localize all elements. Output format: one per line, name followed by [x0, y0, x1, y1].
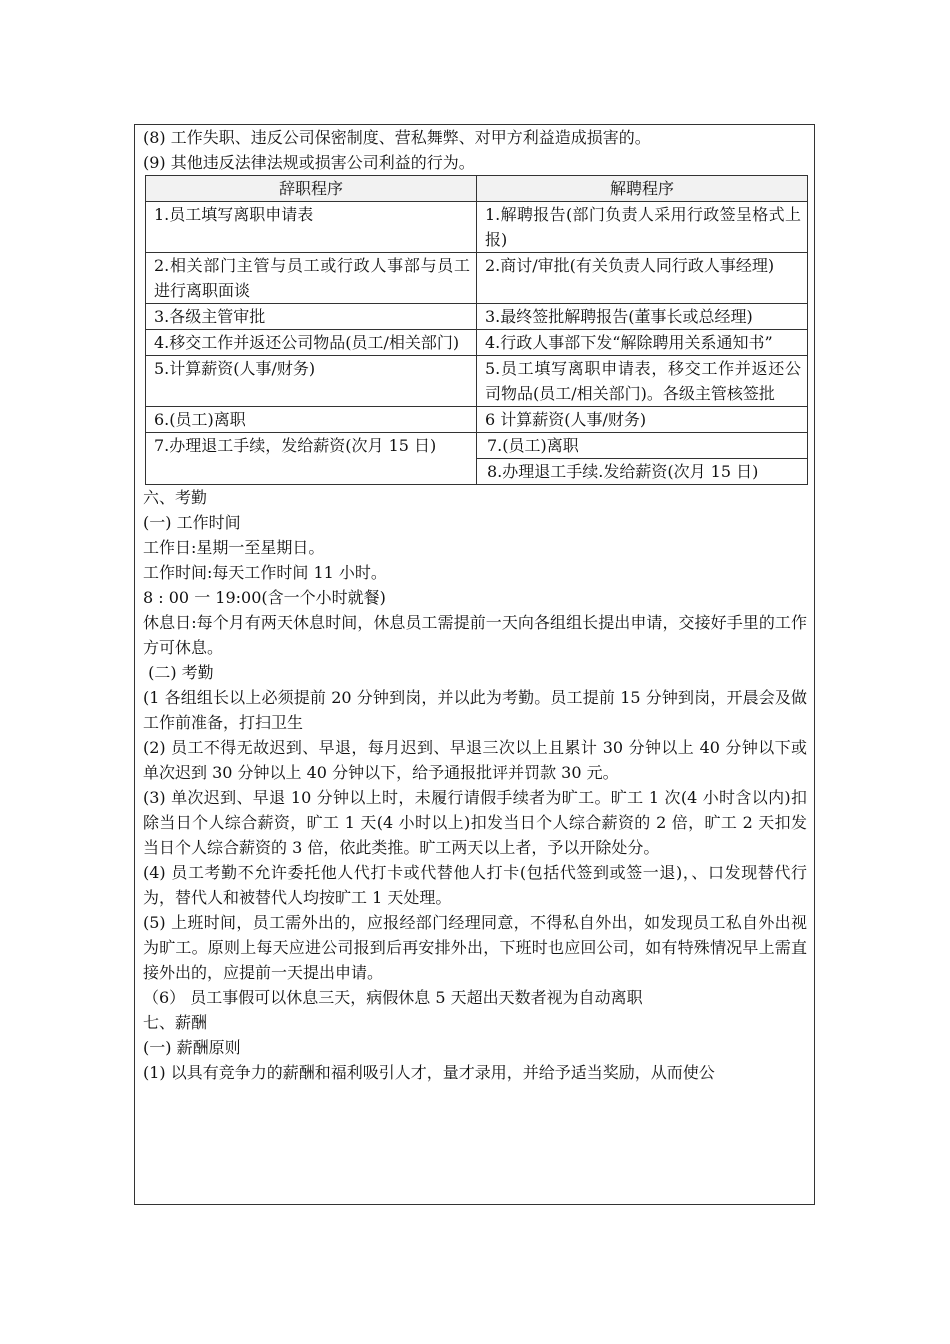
- attendance-rule-5: (5) 上班时间，员工需外出的，应报经部门经理同意，不得私自外出，如发现员工私自外出视为旷工。原则上每天应进公司报到后再安排外出，下班时也应回公司，如有特殊情况早上需直接外出的，应提前一天提出申请。: [143, 913, 807, 982]
- document-page: [134, 124, 815, 1205]
- table-row: [146, 330, 808, 356]
- section-6-title: 六、考勤: [143, 488, 208, 507]
- resignation-step-7: 7.办理退工手续，发给薪资(次月 15 日): [146, 433, 477, 485]
- intro-line-9: (9) 其他违反法律法规或损害公司利益的行为。: [143, 153, 475, 172]
- schedule-text: 8 : 00 一 19:00(含一个小时就餐): [143, 588, 386, 607]
- table-row: [146, 433, 808, 485]
- resignation-step-6: 6.(员工)离职: [146, 407, 477, 433]
- attendance-rule-4: (4) 员工考勤不允许委托他人代打卡或代替他人打卡(包括代签到或签一退)，、口发现替代行为，替代人和被替代人均按旷工 1 天处理。: [143, 863, 807, 907]
- document-content: [143, 125, 807, 1085]
- rest-day-paragraph: 休息日:每个月有两天休息时间，休息员工需提前一天向各组组长提出申请，交接好手里的工作方可休息。: [143, 613, 807, 657]
- workdays-text: 工作日:星期一至星期日。: [143, 538, 325, 557]
- attendance-rule-6: （6） 员工事假可以休息三天，病假休息 5 天超出天数者视为自动离职: [143, 988, 643, 1007]
- table-row: [146, 253, 808, 304]
- dismissal-step-7: 7.(员工)离职: [487, 436, 579, 455]
- table-row: [146, 356, 808, 407]
- section-6-1-title: (一) 工作时间: [143, 513, 241, 532]
- dismissal-step-4: 4.行政人事部下发“解除聘用关系通知书”: [477, 330, 808, 356]
- dismissal-steps-7-8: [477, 433, 808, 485]
- header-resignation: 辞职程序: [146, 176, 477, 202]
- header-dismissal: 解聘程序: [477, 176, 808, 202]
- dismissal-step-5: 5.员工填写离职申请表，移交工作并返还公司物品(员工/相关部门)。各级主管核签批: [477, 356, 808, 407]
- table-header-row: [146, 176, 808, 202]
- section-6-2-title: (二) 考勤: [143, 663, 214, 682]
- resignation-dismissal-table: [145, 175, 808, 485]
- intro-line-8: (8) 工作失职、违反公司保密制度、营私舞弊、对甲方利益造成损害的。: [143, 128, 651, 147]
- dismissal-step-3: 3.最终签批解聘报告(董事长或总经理): [477, 304, 808, 330]
- workhours-text: 工作时间:每天工作时间 11 小时。: [143, 563, 387, 582]
- resignation-step-5: 5.计算薪资(人事/财务): [146, 356, 477, 407]
- dismissal-step-8: 8.办理退工手续.发给薪资(次月 15 日): [477, 458, 807, 484]
- section-7-title: 七、薪酬: [143, 1013, 208, 1032]
- section-7-1-title: (一) 薪酬原则: [143, 1038, 241, 1057]
- dismissal-step-1: 1.解聘报告(部门负责人采用行政签呈格式上报): [477, 202, 808, 253]
- resignation-step-1: 1.员工填写离职申请表: [146, 202, 477, 253]
- table-row: [146, 304, 808, 330]
- attendance-rule-3: (3) 单次迟到、早退 10 分钟以上时，未履行请假手续者为旷工。旷工 1 次(4 小时含以内)扣除当日个人综合薪资，旷工 1 天(4 小时以上)扣发当日个人综合薪资的 2 倍，旷工 2 天扣发当日个人综合薪资的 3 倍，依此类推。旷工两天以上者，予以开除处分。: [143, 788, 807, 857]
- attendance-rule-1: (1 各组组长以上必须提前 20 分钟到岗，并以此为考勤。员工提前 15 分钟到岗，开晨会及做工作前准备，打扫卫生: [143, 688, 807, 732]
- resignation-step-2: 2.相关部门主管与员工或行政人事部与员工进行离职面谈: [146, 253, 477, 304]
- table-row: [146, 407, 808, 433]
- salary-principle-1: (1) 以具有竞争力的薪酬和福利吸引人才，量才录用，并给予适当奖励，从而使公: [143, 1063, 715, 1082]
- dismissal-step-2: 2.商讨/审批(有关负责人同行政人事经理): [477, 253, 808, 304]
- dismissal-step-6: 6 计算薪资(人事/财务): [477, 407, 808, 433]
- resignation-step-4: 4.移交工作并返还公司物品(员工/相关部门): [146, 330, 477, 356]
- resignation-step-3: 3.各级主管审批: [146, 304, 477, 330]
- attendance-rule-2: (2) 员工不得无故迟到、早退，每月迟到、早退三次以上且累计 30 分钟以上 40 分钟以下或单次迟到 30 分钟以上 40 分钟以下，给予通报批评并罚款 30 元。: [143, 738, 807, 782]
- table-row: [146, 202, 808, 253]
